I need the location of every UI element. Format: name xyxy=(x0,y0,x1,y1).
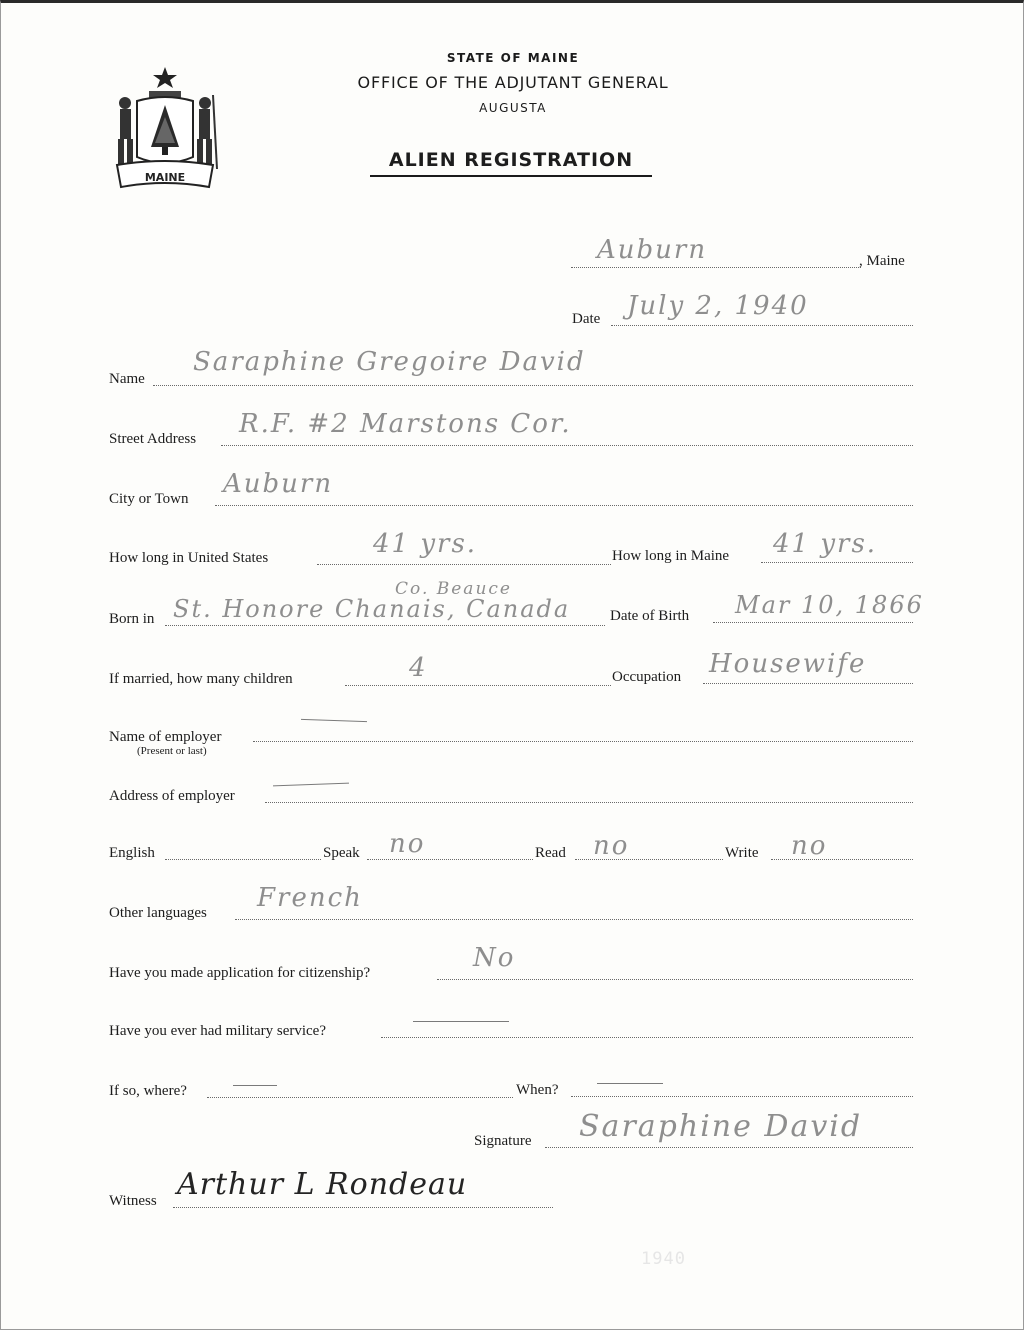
citizenship-label: Have you made application for citizenship? xyxy=(109,965,371,981)
signature-label: Signature xyxy=(474,1133,532,1149)
other-languages-label: Other languages xyxy=(109,905,207,921)
when-label: When? xyxy=(516,1082,559,1098)
born-in-label: Born in xyxy=(109,611,155,627)
date-of-birth-line xyxy=(713,622,913,623)
other-languages-line xyxy=(235,919,913,920)
when-line xyxy=(571,1096,913,1097)
employer-name-label: Name of employer xyxy=(109,729,222,745)
town-value: Auburn xyxy=(597,235,708,265)
city-heading: AUGUSTA xyxy=(479,101,547,115)
born-in-annotation: Co. Beauce xyxy=(395,579,512,599)
how-long-maine-label: How long in Maine xyxy=(612,548,730,564)
witness-label: Witness xyxy=(109,1193,157,1209)
office-heading: OFFICE OF THE ADJUTANT GENERAL xyxy=(357,73,669,92)
employer-name-line xyxy=(253,741,913,742)
employer-address-label: Address of employer xyxy=(109,788,235,804)
how-long-us-line xyxy=(317,564,611,565)
name-label: Name xyxy=(109,371,145,387)
witness-value: Arthur L Rondeau xyxy=(177,1167,468,1202)
born-in-line xyxy=(165,625,605,626)
maine-seal-icon xyxy=(109,65,221,189)
read-label: Read xyxy=(535,845,566,861)
how-long-maine-value: 41 yrs. xyxy=(773,529,878,559)
date-of-birth-label: Date of Birth xyxy=(610,608,690,624)
where-label: If so, where? xyxy=(109,1083,187,1099)
town-label: , Maine xyxy=(859,253,905,269)
name-value: Saraphine Gregoire David xyxy=(193,347,586,377)
street-address-value: R.F. #2 Marstons Cor. xyxy=(239,409,572,439)
seal-maine-text: MAINE xyxy=(144,171,186,184)
employer-address-line xyxy=(265,802,913,803)
children-line xyxy=(345,685,611,686)
children-label: If married, how many children xyxy=(109,671,293,687)
employer-name-dash xyxy=(301,719,367,722)
signature-line xyxy=(545,1147,913,1148)
where-line xyxy=(207,1097,513,1098)
name-line xyxy=(153,385,913,386)
signature-value: Saraphine David xyxy=(579,1109,863,1144)
where-dash xyxy=(233,1085,277,1086)
city-town-value: Auburn xyxy=(223,469,334,499)
when-dash xyxy=(597,1083,663,1084)
date-of-birth-value: Mar 10, 1866 xyxy=(735,591,924,619)
occupation-line xyxy=(703,683,913,684)
state-heading: STATE OF MAINE xyxy=(446,51,580,65)
street-address-line xyxy=(221,445,913,446)
occupation-label: Occupation xyxy=(612,669,682,685)
employer-name-sublabel: (Present or last) xyxy=(137,745,207,757)
citizenship-value: No xyxy=(473,943,516,973)
military-line xyxy=(381,1037,913,1038)
children-value: 4 xyxy=(409,653,428,683)
date-line xyxy=(611,325,913,326)
date-label: Date xyxy=(572,311,601,327)
write-label: Write xyxy=(725,845,759,861)
born-in-value: St. Honore Chanais, Canada xyxy=(173,595,571,623)
occupation-value: Housewife xyxy=(709,649,867,679)
other-languages-value: French xyxy=(257,883,363,913)
read-value: no xyxy=(593,831,630,861)
date-value: July 2, 1940 xyxy=(627,291,809,321)
faint-date-stamp: 1940 xyxy=(641,1249,686,1269)
city-town-line xyxy=(215,505,913,506)
employer-address-dash xyxy=(273,783,349,787)
military-label: Have you ever had military service? xyxy=(109,1023,326,1039)
speak-line xyxy=(367,859,533,860)
how-long-maine-line xyxy=(761,562,913,563)
speak-value: no xyxy=(389,829,426,859)
witness-line xyxy=(173,1207,553,1208)
city-town-label: City or Town xyxy=(109,491,189,507)
english-line xyxy=(165,859,321,860)
town-line xyxy=(571,267,861,268)
form-title: ALIEN REGISTRATION xyxy=(370,149,652,177)
english-label: English xyxy=(109,845,155,861)
how-long-us-label: How long in United States xyxy=(109,550,269,566)
military-dash xyxy=(413,1021,509,1022)
street-address-label: Street Address xyxy=(109,431,197,447)
speak-label: Speak xyxy=(323,845,360,861)
write-value: no xyxy=(791,831,828,861)
how-long-us-value: 41 yrs. xyxy=(373,529,478,559)
citizenship-line xyxy=(437,979,913,980)
